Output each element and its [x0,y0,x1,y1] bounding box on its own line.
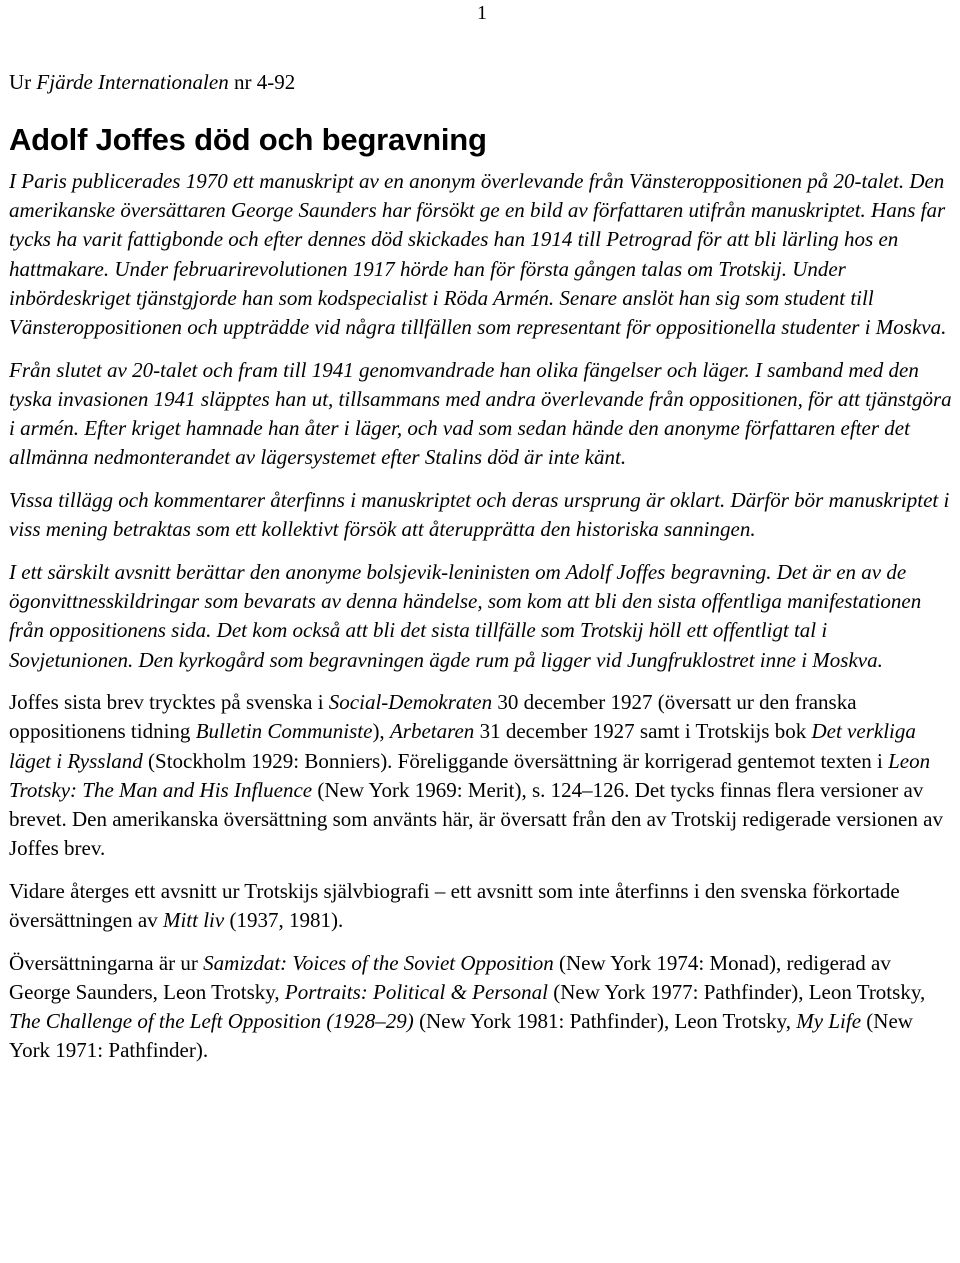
book-title: Det verkliga läget i Ryssland [9,719,916,773]
book-title: Mitt liv [162,908,225,933]
book-title: Portraits: Political & Personal [284,980,548,1005]
text-run: (New York 1974: Monad), redigerad av George Saunders, Leon Trotsky, [9,950,891,1005]
text-run: Översättningarna är ur [9,950,204,975]
sources-paragraph [9,949,954,1066]
text-run: (Stockholm 1929: Bonniers). Föreliggande översättning är korrigerad gentemot texten i [142,748,889,773]
text-run: 30 december 1927 (översatt ur den franska oppositionens tidning [9,690,857,744]
letter-paragraph [9,688,954,863]
source-suffix: nr 4-92 [228,70,296,94]
autobiography-paragraph [9,877,954,935]
text-run: (New York 1981: Pathfinder), Leon Trotsky, [413,1009,797,1034]
publication-title: Arbetaren [389,719,475,744]
intro-paragraph-1: I Paris publicerades 1970 ett manuskript av en anonym överlevande från Vänsteroppositionen på 20-talet. Den amerikanske översättaren George Saunders har försökt ge en bild av författaren utifrån manuskriptet. Hans far tycks ha varit fattigbonde och efter dennes död skickades han 1914 till Petrograd för att bli lärling hos en hattmakare. Under februarirevolutionen 1917 hörde han för första gången talas om Trotskij. Under inbördeskriget tjänstgjorde han som kodspecialist i Röda Armén. Senare anslöt han sig som student till Vänsteroppositionen och uppträdde vid några tillfällen som representant för oppositionella studenter i Moskva. [9,169,947,340]
publication-title: Social-Demokraten [328,690,493,715]
page-number: 1 [477,2,487,24]
text-run: Vidare återges ett avsnitt ur Trotskijs självbiografi – ett avsnitt som inte återfinns i den svenska förkortade översättningen av [9,878,900,933]
article-title: Adolf Joffes död och begravning [9,122,487,157]
text-run: (New York 1977: Pathfinder), Leon Trotsky, [547,980,926,1005]
intro-paragraph-2: Från slutet av 20-talet och fram till 1941 genomvandrade han olika fängelser och läger. I samband med den tyska invasionen 1941 släpptes han ut, tillsammans med andra överlevande från oppositionen, för att tjänstgöra i armén. Efter kriget hamnade han åter i läger, och vad som sedan hände den anonyme författaren efter det allmänna nedmonterandet av lägersystemet efter Stalins död är inte känt. [9,357,952,470]
book-title: Samizdat: Voices of the Soviet Opposition [203,950,554,975]
text-run: ), [372,719,390,744]
book-title: Leon Trotsky: The Man and His Influence [9,748,931,802]
source-prefix: Ur [9,70,37,94]
source-publication: Fjärde Internationalen [36,70,229,94]
text-run: (New York 1969: Merit), s. 124–126. Det tycks finnas flera versioner av brevet. Den amerikanska översättning som använts här, är översatt från den av Trotskij redigerade versionen av Joffes brev. [9,777,943,861]
intro-paragraph-3: Vissa tillägg och kommentarer återfinns i manuskriptet och deras ursprung är oklart. Därför bör manuskriptet i viss mening betraktas som ett kollektivt försök att återupprätta den historiska sanningen. [9,488,950,542]
publication-title: Bulletin Communiste [195,719,373,744]
text-run: (New York 1971: Pathfinder). [9,1009,913,1063]
article-body [9,167,954,1079]
source-line [9,70,295,95]
text-run: 31 december 1927 samt i Trotskijs bok [474,719,812,744]
book-title: The Challenge of the Left Opposition (1928–29) [9,1009,414,1034]
intro-paragraph-4: I ett särskilt avsnitt berättar den anonyme bolsjevik-leninisten om Adolf Joffes begravning. Det är en av de ögonvittnesskildringar som bevarats av denna händelse, som kom att bli den sista offentliga manifestationen från oppositionens sida. Det kom också att bli det sista tillfälle som Trotskij höll ett offentligt tal i Sovjetunionen. Den kyrkogård som begravningen ägde rum på ligger vid Jungfruklostret inne i Moskva. [9,559,922,672]
text-run: (1937, 1981). [224,908,344,933]
book-title: My Life [796,1009,862,1034]
text-run: Joffes sista brev trycktes på svenska i [9,690,329,715]
